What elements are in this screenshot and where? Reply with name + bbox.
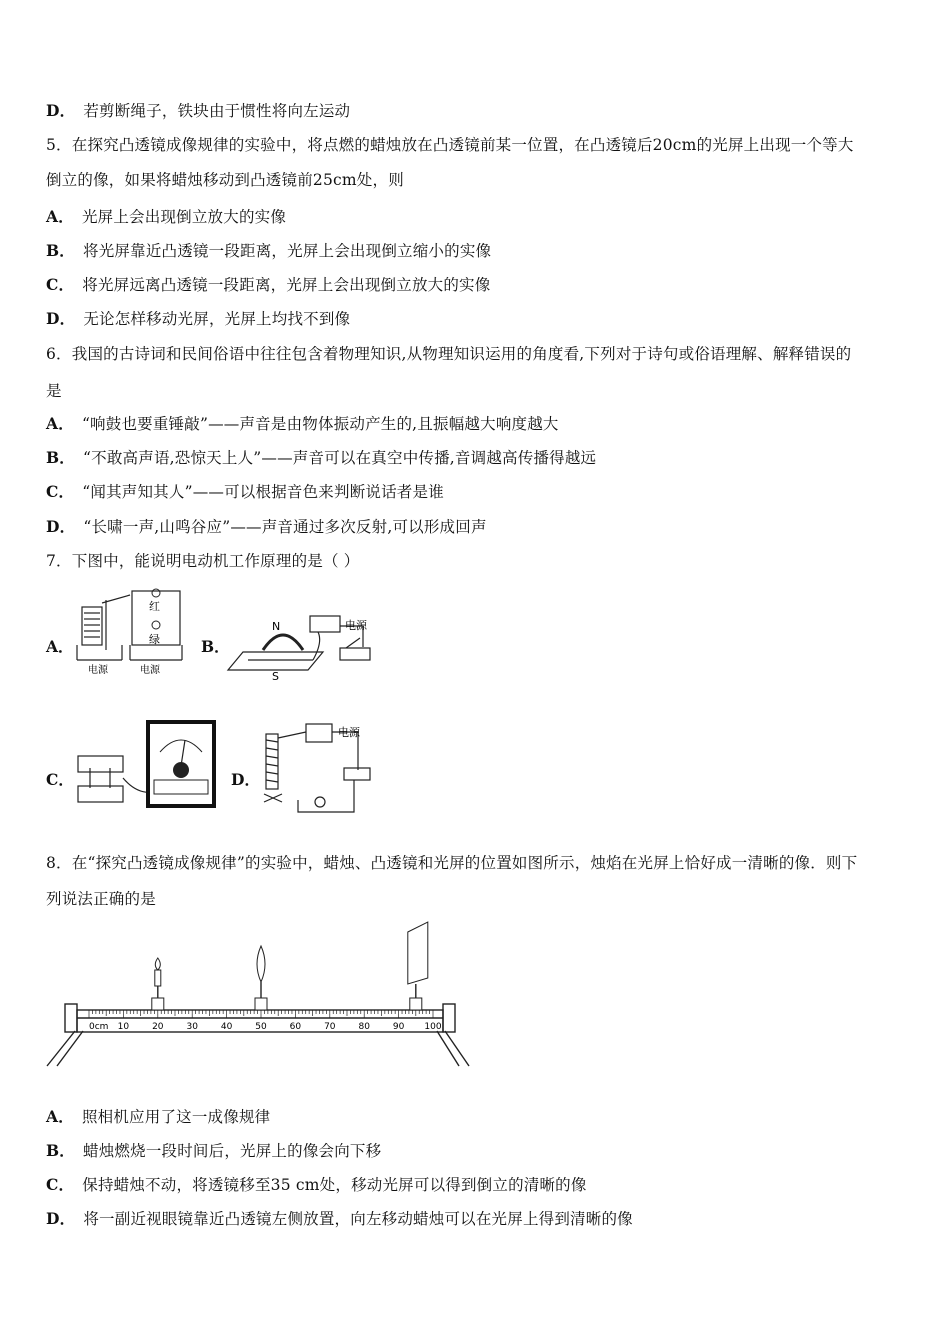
green-lamp <box>152 621 160 629</box>
q7-label-d: D． <box>231 770 260 789</box>
candle-flame <box>155 958 160 970</box>
power-supply <box>306 724 332 742</box>
q7-label-a: A． <box>46 637 74 656</box>
u-magnet <box>263 635 303 650</box>
q7-figure-b <box>228 612 378 684</box>
apparatus <box>152 922 428 1010</box>
q5-option-b <box>46 240 491 262</box>
ruler-label: 0cm <box>89 1022 109 1032</box>
q6-option-d <box>46 516 487 538</box>
ruler-ticks <box>89 1010 433 1018</box>
ruler-label: 80 <box>358 1022 370 1032</box>
candle <box>155 970 161 986</box>
screen-holder <box>410 998 422 1010</box>
option-letter: D． <box>46 1209 76 1228</box>
q8-option-b <box>46 1140 381 1162</box>
option-letter: D． <box>46 101 76 120</box>
north-label: N <box>272 620 281 633</box>
power-label: 电源 <box>338 726 360 739</box>
magnet-bottom <box>78 786 123 802</box>
option-text: 若剪断绳子，铁块由于惯性将向左运动 <box>83 102 351 120</box>
ruler-label: 30 <box>186 1022 198 1032</box>
q8-option-a <box>46 1106 270 1128</box>
switch <box>344 768 370 780</box>
red-label: 红 <box>149 600 160 613</box>
option-letter: A． <box>46 207 74 226</box>
option-text: 将光屏靠近凸透镜一段距离，光屏上会出现倒立缩小的实像 <box>83 242 492 260</box>
option-text: 无论怎样移动光屏，光屏上均找不到像 <box>83 310 351 328</box>
option-text: 光屏上会出现倒立放大的实像 <box>81 208 287 226</box>
q6-option-c <box>46 481 444 503</box>
q6-option-a <box>46 413 559 435</box>
ruler-label: 90 <box>392 1022 405 1032</box>
ruler-label: 20 <box>152 1022 164 1032</box>
magnet-top <box>78 756 123 772</box>
right-end-block <box>443 1004 455 1032</box>
light-screen <box>408 922 428 984</box>
option-text: 保持蜡烛不动，将透镜移至35 cm处，移动光屏可以得到倒立的清晰的像 <box>82 1176 587 1194</box>
option-letter: A． <box>46 1107 74 1126</box>
q8-option-d <box>46 1208 633 1230</box>
power-label: 电源 <box>345 619 367 632</box>
q7-label-c: C． <box>46 770 74 789</box>
ruler-label: 60 <box>289 1022 302 1032</box>
q5-stem-line2: 倒立的像，如果将蜡烛移动到凸透镜前25cm处，则 <box>46 171 404 189</box>
candle-holder <box>152 998 164 1010</box>
ruler-label: 70 <box>324 1022 336 1032</box>
q5-stem-line1: 5．在探究凸透镜成像规律的实验中，将点燃的蜡烛放在凸透镜前某一位置，在凸透镜后20cm的光屏上出现一个等大 <box>46 136 854 154</box>
q6-stem-line1: 6．我国的古诗词和民间俗语中往往包含着物理知识,从物理知识运用的角度看,下列对于诗句或俗语理解、解释错误的 <box>46 345 852 363</box>
optical-bench <box>45 918 475 1068</box>
q5-option-c <box>46 274 490 296</box>
q4-option-d <box>46 100 350 122</box>
option-text: “响鼓也要重锤敲”——声音是由物体振动产生的,且振幅越大响度越大 <box>81 415 559 433</box>
option-letter: C． <box>46 1175 75 1194</box>
red-lamp <box>152 589 160 597</box>
option-letter: B． <box>46 448 76 467</box>
switch <box>340 648 370 660</box>
option-letter: D． <box>46 309 76 328</box>
ruler-label: 100 <box>424 1022 442 1032</box>
option-text: “不敢高声语,恐惊天上人”——声音可以在真空中传播,音调越高传播得越远 <box>83 449 597 467</box>
q7-label-b: B． <box>201 637 230 656</box>
option-letter: D． <box>46 517 76 536</box>
option-text: 将光屏远离凸透镜一段距离，光屏上会出现倒立放大的实像 <box>82 276 491 294</box>
lamp <box>315 797 325 807</box>
q7-figure-a <box>72 585 192 680</box>
q7-figure-c <box>70 718 220 813</box>
option-text: 蜡烛燃烧一段时间后，光屏上的像会向下移 <box>83 1142 382 1160</box>
option-text: 将一副近视眼镜靠近凸透镜左侧放置，向左移动蜡烛可以在光屏上得到清晰的像 <box>83 1210 633 1228</box>
q6-stem-line2: 是 <box>46 382 62 400</box>
green-label: 绿 <box>149 633 160 646</box>
ruler-label: 10 <box>117 1022 130 1032</box>
south-label: S <box>272 670 279 683</box>
q7-stem: 7．下图中，能说明电动机工作原理的是（ ） <box>46 552 360 570</box>
option-text: “长啸一声,山鸣谷应”——声音通过多次反射,可以形成回声 <box>83 518 487 536</box>
convex-lens <box>257 946 265 982</box>
power-supply <box>310 616 340 632</box>
q8-option-c <box>46 1174 587 1196</box>
option-letter: A． <box>46 414 74 433</box>
option-letter: C． <box>46 275 75 294</box>
ruler-label: 50 <box>255 1022 267 1032</box>
ruler-label: 40 <box>220 1022 233 1032</box>
q7-figure-d <box>258 720 373 820</box>
option-letter: B． <box>46 241 76 260</box>
option-letter: C． <box>46 482 75 501</box>
power-label-2: 电源 <box>140 665 160 676</box>
ruler-labels <box>89 1022 442 1032</box>
option-text: 照相机应用了这一成像规律 <box>81 1108 271 1126</box>
option-text: “闻其声知其人”——可以根据音色来判断说话者是谁 <box>82 483 444 501</box>
meter-dial <box>173 762 189 778</box>
q5-option-a <box>46 206 286 228</box>
base-board <box>228 652 323 670</box>
q6-option-b <box>46 447 596 469</box>
q5-option-d <box>46 308 350 330</box>
power-label-1: 电源 <box>88 665 108 676</box>
left-end-block <box>65 1004 77 1032</box>
q8-stem-line2: 列说法正确的是 <box>46 890 156 908</box>
option-letter: B． <box>46 1141 76 1160</box>
q8-stem-line1: 8．在“探究凸透镜成像规律”的实验中，蜡烛、凸透镜和光屏的位置如图所示，烛焰在光屏上恰好成一清晰的像．则下 <box>46 854 858 872</box>
lens-holder <box>255 998 267 1010</box>
